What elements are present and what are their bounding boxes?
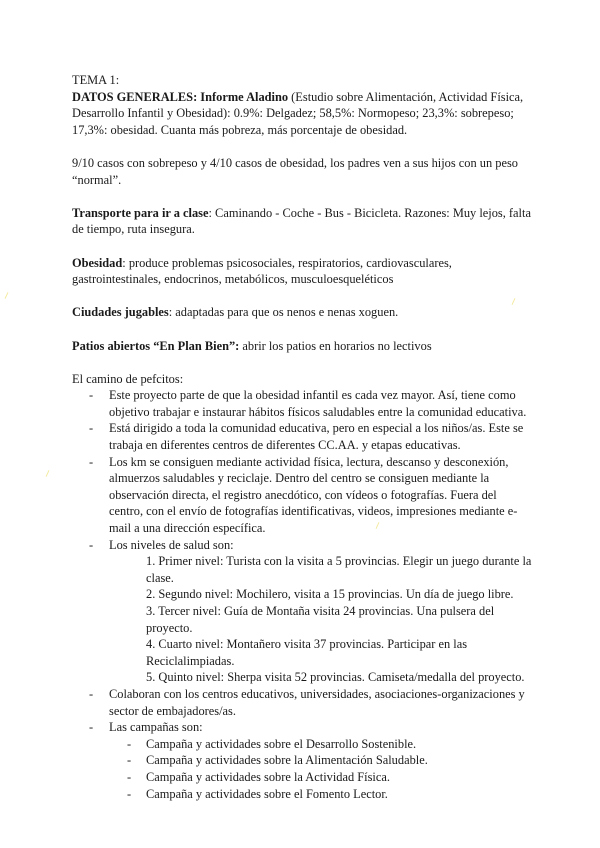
camino-list (72, 387, 532, 802)
camino-title: El camino de pefcitos: (72, 371, 184, 386)
list-item: - Este proyecto parte de que la obesidad infantil es cada vez mayor. Así, tiene como objetivo trabajar e instaurar hábitos físicos saludables entre la comunidad educativa. (72, 387, 532, 420)
datos-generales-text: (Estudio sobre Alimentación, Actividad Física, Desarrollo Infantil y Obesidad): 0.9%: Delgadez; 58,5%: Normopeso; 23,3%: sobrepeso; 17,3%: obesidad. Cuanta más pobreza, más porcentaje de obesidad. (72, 89, 524, 137)
list-item: - Los km se consiguen mediante actividad física, lectura, descanso y desconexión, almuerzos saludables y reciclaje. Dentro del centro se consiguen mediante la observación directa, el registro anecdótico, con vídeos o fotografías. Fuera del centro, con el envío de fotografías identificativas, videos, impresiones mediante e-mail a una dirección específica. (72, 454, 532, 537)
campaign-item: - Campaña y actividades sobre la Alimentación Saludable. (109, 752, 532, 769)
datos-generales-paragraph (72, 89, 532, 139)
obesidad-text: : produce problemas psicosociales, respiratorios, cardiovasculares, gastrointestinales, endocrinos, metabólicos, musculoesqueléticos (72, 255, 452, 287)
level-item: 5. Quinto nivel: Sherpa visita 52 provincias. Camiseta/medalla del proyecto. (146, 670, 525, 685)
levels-intro: Los niveles de salud son: (109, 537, 234, 552)
list-item: - Colaboran con los centros educativos, universidades, asociaciones-organizaciones y sector de embajadores/as. (72, 686, 532, 719)
level-item: 4. Cuarto nivel: Montañero visita 37 provincias. Participar en las Reciclalimpiadas. (146, 637, 468, 668)
datos-generales-label: DATOS GENERALES: Informe Aladino (72, 89, 289, 104)
transporte-text: : Caminando - Coche - Bus - Bicicleta. Razones: Muy lejos, falta de tiempo, ruta insegura. (72, 205, 531, 237)
patios-paragraph (72, 338, 532, 355)
transporte-paragraph (72, 205, 532, 238)
campaigns-intro: Las campañas son: (109, 720, 203, 735)
ciudades-label: Ciudades jugables (72, 305, 169, 320)
campaign-item: - Campaña y actividades sobre el Fomento Lector. (109, 786, 532, 803)
campaign-item: - Campaña y actividades sobre el Desarrollo Sostenible. (109, 736, 532, 753)
obesidad-label: Obesidad (72, 255, 123, 270)
ciudades-text: : adaptadas para que os nenos e nenas xoguen. (168, 305, 399, 320)
campaigns-list (109, 736, 532, 802)
parents-paragraph: 9/10 casos con sobrepeso y 4/10 casos de obesidad, los padres ven a sus hijos con un peso “normal”. (72, 155, 518, 187)
patios-label: Patios abiertos “En Plan Bien”: (72, 338, 240, 353)
ciudades-paragraph (72, 304, 532, 321)
level-item: 1. Primer nivel: Turista con la visita a 5 provincias. Elegir un juego durante la clase. (146, 554, 532, 585)
document-page (72, 72, 532, 802)
list-item (72, 719, 532, 802)
page-heading: TEMA 1: (72, 73, 120, 87)
list-item (72, 537, 532, 686)
levels-list (109, 553, 532, 686)
obesidad-paragraph (72, 255, 532, 288)
list-item: - Está dirigido a toda la comunidad educativa, pero en especial a los niños/as. Este se trabaja en diferentes centros de diferentes CC.AA. y etapas educativas. (72, 420, 532, 453)
transporte-label: Transporte para ir a clase (72, 205, 209, 220)
level-item: 3. Tercer nivel: Guía de Montaña visita 24 provincias. Una pulsera del proyecto. (146, 604, 495, 635)
highlight-mark (46, 470, 50, 477)
patios-text: abrir los patios en horarios no lectivos (239, 338, 432, 353)
campaign-item: - Campaña y actividades sobre la Actividad Física. (109, 769, 532, 786)
highlight-mark (5, 292, 9, 299)
level-item: 2. Segundo nivel: Mochilero, visita a 15 provincias. Un día de juego libre. (146, 587, 514, 602)
